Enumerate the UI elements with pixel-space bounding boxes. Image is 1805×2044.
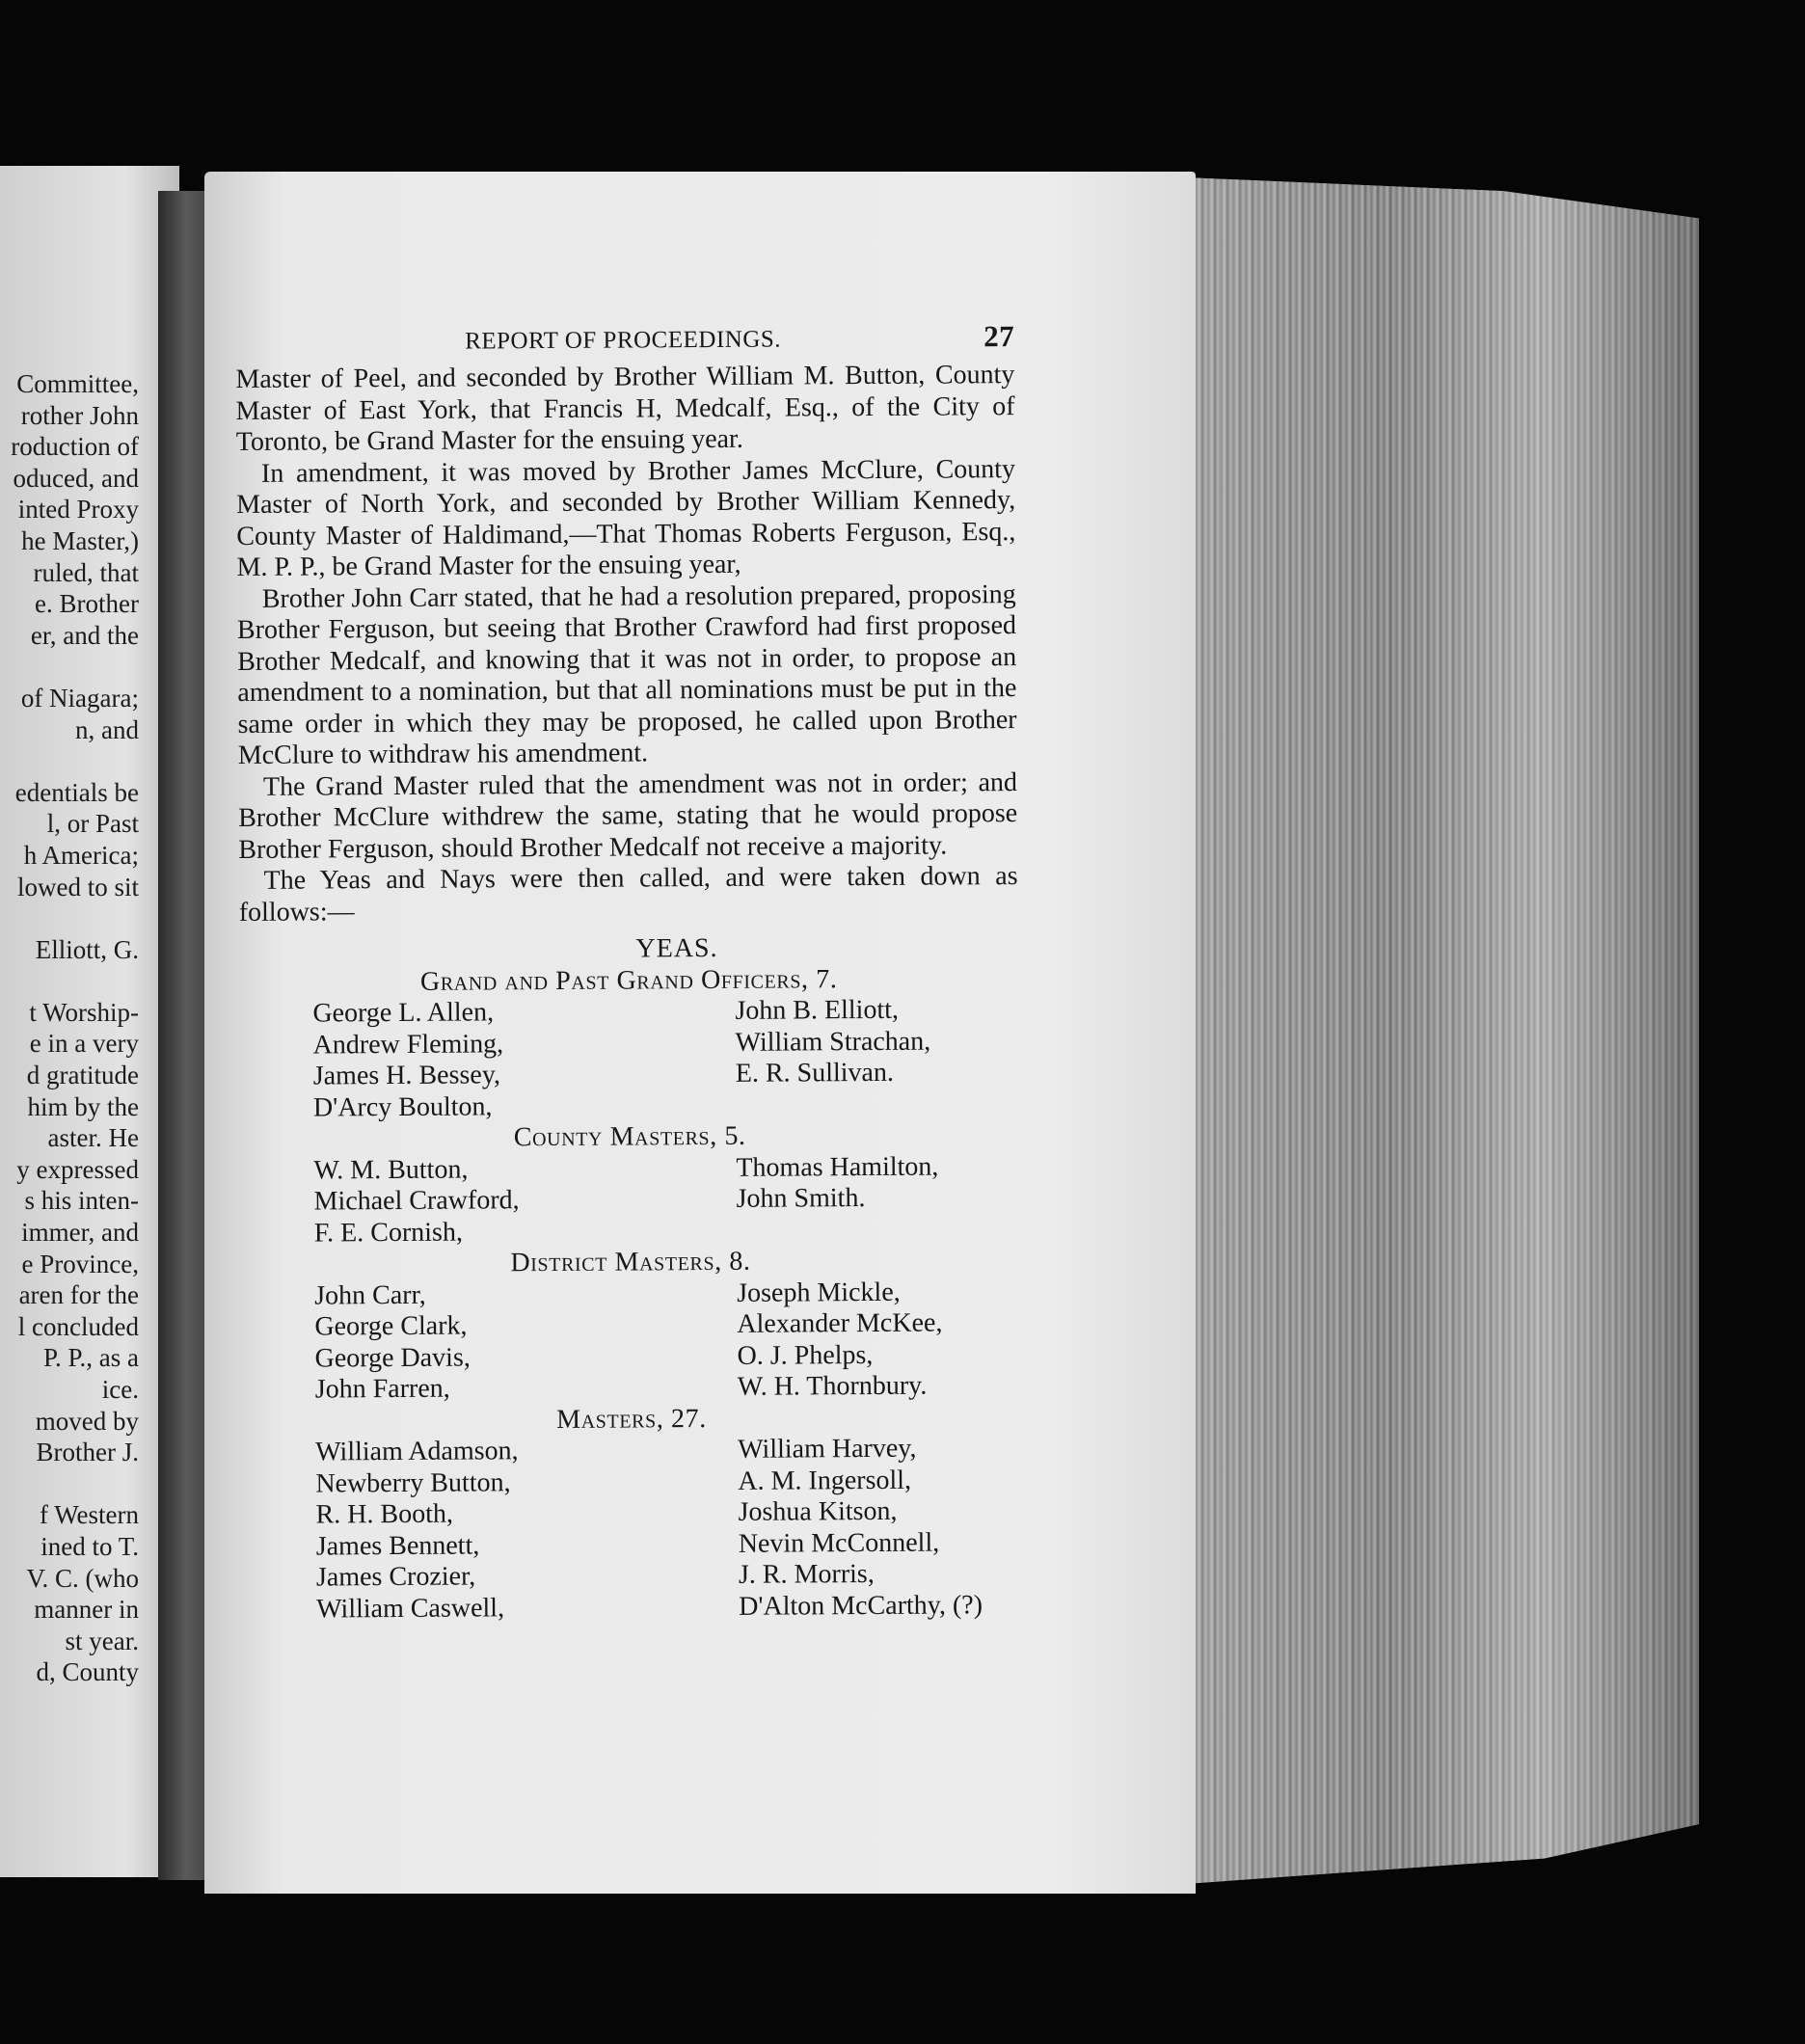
name-column-right [736, 1150, 1093, 1247]
body-text [235, 360, 1018, 928]
left-page-line: he Master,) [21, 525, 139, 555]
member-name: John B. Elliott, [735, 994, 900, 1026]
member-name: William Strachan, [735, 1026, 931, 1058]
member-name: F. E. Cornish, [313, 1217, 463, 1249]
paragraph: The Grand Master ruled that the amendment was not in order; and Brother McClure withdrew the same, stating that he would propose Brother Ferguson, should Brother Medcalf not receive a majority. [238, 766, 1018, 865]
name-column-left [314, 1278, 738, 1406]
left-page-line: e in a very [29, 1029, 139, 1059]
vote-group-title: District Masters, 8. [510, 1246, 751, 1278]
left-page-line [0, 651, 139, 683]
left-page-line: aster. He [47, 1123, 139, 1153]
name-list [242, 1433, 1022, 1626]
running-title: REPORT OF PROCEEDINGS. [465, 326, 782, 355]
member-name: George Clark, [314, 1310, 468, 1342]
vote-group-title: Masters, 27. [556, 1403, 707, 1435]
left-page-line: Elliott, G. [35, 934, 139, 964]
name-list [241, 1277, 1021, 1407]
name-list [240, 1151, 1020, 1250]
page-text-block [235, 313, 1022, 1626]
left-page-line: Brother J. [36, 1438, 139, 1467]
member-name: James H. Bessey, [312, 1060, 501, 1091]
left-page-line: t Worship- [29, 997, 139, 1027]
member-name: D'Alton McCarthy, (?) [739, 1589, 983, 1622]
member-name: W. H. Thornbury. [737, 1370, 928, 1402]
running-head [235, 313, 1014, 357]
left-page-line [0, 745, 139, 777]
left-page-line: P. P., as a [42, 1343, 139, 1373]
name-column-right [735, 994, 1092, 1121]
member-name: William Harvey, [738, 1433, 917, 1465]
member-name: Michael Crawford, [313, 1185, 520, 1217]
left-page-line: d gratitude [26, 1061, 139, 1090]
member-name: Thomas Hamilton, [736, 1151, 939, 1183]
name-column-right [738, 1433, 1095, 1623]
left-page-line: h America; [23, 840, 139, 870]
left-page-line: e Province, [21, 1249, 139, 1278]
paragraph: Brother John Carr stated, that he had a resolution prepared, proposing Brother Ferguson, but seeing that Brother Crawford had first proposed Brother Medcalf, and knowing that it was not in order, to propose an amendment to a nomination, but that all nominations must be put in the same order in which they may be proposed, he called upon Brother McClure to withdraw his amendment. [236, 578, 1017, 770]
left-page-line: oduced, and [13, 463, 139, 493]
member-name: Newberry Button, [315, 1466, 511, 1499]
left-page-line: moved by [35, 1406, 139, 1436]
left-page-text [0, 368, 139, 1688]
left-page-line: n, and [75, 714, 139, 744]
page-edges-shade [1184, 177, 1699, 1884]
member-name: John Carr, [314, 1279, 426, 1311]
name-column-left [312, 996, 736, 1124]
left-page-line: d, County [36, 1657, 139, 1687]
member-name: William Adamson, [315, 1436, 519, 1467]
left-page-line: l concluded [17, 1311, 139, 1341]
member-name: O. J. Phelps, [737, 1339, 874, 1371]
member-name: Nevin McConnell, [738, 1527, 940, 1559]
vote-group-title: County Masters, 5. [513, 1120, 746, 1153]
yeas-heading: YEAS. [635, 932, 718, 964]
left-page-line: edentials be [14, 777, 139, 807]
left-page-line: roduction of [11, 432, 139, 462]
left-page-line: ruled, that [33, 557, 139, 587]
left-page-line: rother John [20, 400, 139, 430]
member-name: George Davis, [314, 1342, 471, 1374]
paragraph: Master of Peel, and seconded by Brother William M. Button, County Master of East York, that Francis H, Medcalf, Esq., of the City of Toronto, be Grand Master for the ensuing year. [235, 360, 1015, 457]
vote-group-title: Grand and Past Grand Officers, 7. [419, 963, 838, 997]
left-page [0, 166, 179, 1877]
left-page-line: of Niagara; [20, 683, 139, 713]
left-page-line: f Western [39, 1500, 139, 1530]
left-page-line: l, or Past [46, 809, 139, 839]
member-name: A. M. Ingersoll, [738, 1465, 912, 1496]
paragraph: The Yeas and Nays were then called, and were taken down as follows:— [238, 861, 1018, 928]
left-page-line [0, 902, 139, 934]
left-page-line [0, 965, 139, 997]
member-name: E. R. Sullivan. [735, 1057, 895, 1089]
left-page-line [0, 1468, 139, 1500]
left-page-line: aren for the [18, 1280, 139, 1310]
member-name: D'Arcy Boulton, [312, 1090, 493, 1123]
member-name: Joseph Mickle, [737, 1277, 901, 1308]
left-page-line: V. C. (who [26, 1563, 139, 1593]
member-name: J. R. Morris, [738, 1558, 875, 1590]
member-name: W. M. Button, [313, 1154, 469, 1186]
name-column-right [737, 1276, 1094, 1403]
paragraph: In amendment, it was moved by Brother James McClure, County Master of North York, and seconded by Brother William Kennedy, County Master of Haldimand,—That Thomas Roberts Ferguson, Esq., M. P. P., be Grand Master for the ensuing year, [236, 453, 1016, 582]
member-name: George L. Allen, [312, 997, 495, 1029]
left-page-line: e. Brother [35, 589, 139, 619]
name-column-left [315, 1435, 739, 1626]
vote-groups [239, 963, 1022, 1626]
name-column-left [313, 1152, 737, 1249]
left-page-line: s his inten- [24, 1186, 139, 1216]
member-name: James Crozier, [315, 1561, 476, 1593]
member-name: Andrew Fleming, [312, 1028, 504, 1061]
member-name: Joshua Kitson, [738, 1495, 898, 1527]
left-page-line: Committee, [16, 369, 139, 398]
left-page-line: immer, and [21, 1218, 139, 1248]
left-page-line: ined to T. [40, 1531, 139, 1561]
member-name: James Bennett, [315, 1529, 480, 1562]
member-name: John Smith. [736, 1183, 866, 1214]
left-page-line: y expressed [16, 1154, 139, 1184]
page-number: 27 [983, 319, 1015, 354]
member-name: William Caswell, [316, 1592, 505, 1625]
left-page-line: ice. [101, 1375, 139, 1404]
left-page-line: er, and the [30, 620, 139, 650]
left-page-line: lowed to sit [17, 872, 139, 901]
left-page-line: inted Proxy [17, 495, 139, 524]
left-page-line: him by the [27, 1091, 139, 1121]
name-list [239, 994, 1019, 1124]
member-name: R. H. Booth, [315, 1498, 454, 1530]
member-name: John Farren, [314, 1373, 450, 1405]
member-name: Alexander McKee, [737, 1307, 943, 1339]
left-page-line: manner in [34, 1595, 139, 1625]
left-page-line: st year. [65, 1626, 139, 1655]
